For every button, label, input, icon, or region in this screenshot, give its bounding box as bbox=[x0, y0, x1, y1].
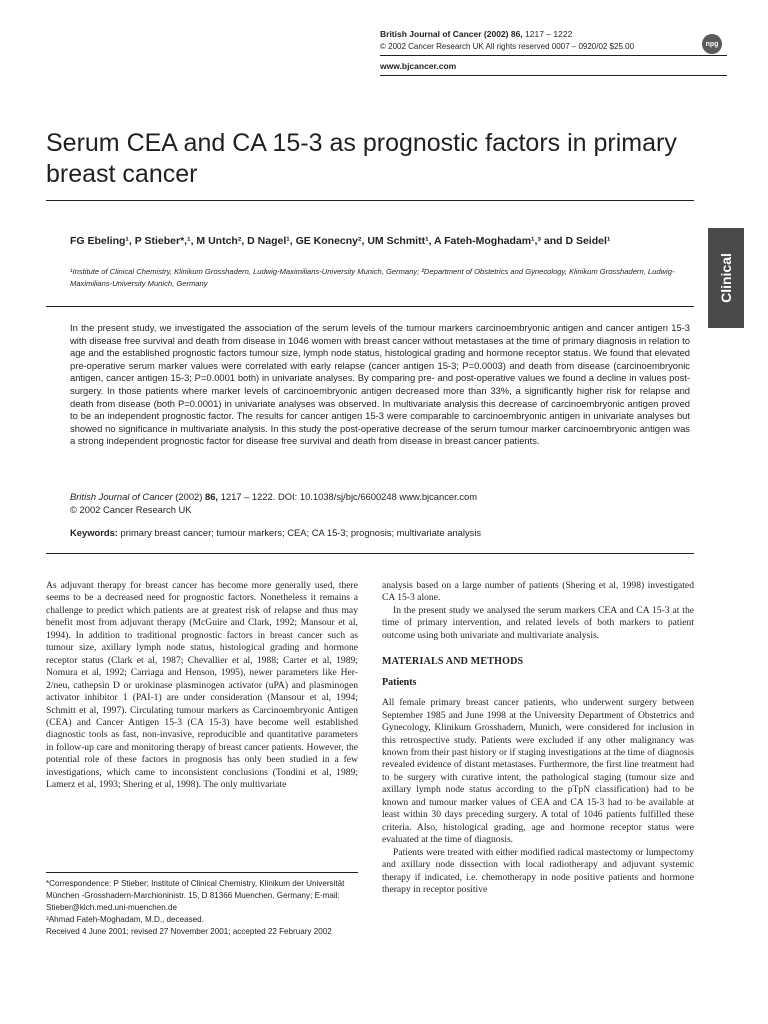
npg-logo-icon: npg bbox=[702, 34, 722, 54]
page-range: 1217 – 1222 bbox=[525, 29, 573, 39]
footnotes bbox=[46, 878, 358, 938]
received-dates: Received 4 June 2001; revised 27 November 2001; accepted 22 February 2002 bbox=[46, 927, 332, 936]
study-aim-paragraph: In the present study we analysed the serum markers CEA and CA 15-3 at the time of primary intervention, and related levels of both markers to patient outcome using both univariate and multivariate analysis. bbox=[382, 604, 694, 641]
section-side-tab bbox=[708, 228, 744, 328]
section-heading: MATERIALS AND METHODS bbox=[382, 656, 524, 668]
citation-year: (2002) bbox=[175, 491, 203, 502]
journal-url[interactable]: www.bjcancer.com bbox=[380, 61, 457, 71]
abstract-copyright: © 2002 Cancer Research UK bbox=[70, 504, 192, 515]
keywords-text: primary breast cancer; tumour markers; CEA; CA 15-3; prognosis; multivariate analysis bbox=[120, 527, 482, 538]
citation-volume: 86, bbox=[204, 491, 219, 502]
correspondence-note: *Correspondence: P Stieber; Institute of Clinical Chemistry, Klinikum der Universität München -Grosshadern-Marchioninistr. 15, D 81366 Muenchen, Germany; E-mail: Stieber@klch.med.uni-muenchen.de bbox=[46, 879, 345, 912]
header-divider bbox=[380, 55, 727, 56]
citation-details: 1217 – 1222. DOI: 10.1038/sj/bjc/6600248 www.bjcancer.com bbox=[220, 491, 478, 502]
footnote-divider bbox=[46, 872, 358, 873]
deceased-note: ³Ahmad Fateh-Moghadam, M.D., deceased. bbox=[46, 915, 204, 924]
citation-journal: British Journal of Cancer bbox=[70, 491, 173, 502]
body-column-right bbox=[382, 580, 694, 896]
title-divider bbox=[46, 200, 694, 201]
abstract-citation bbox=[70, 491, 690, 504]
article-title: Serum CEA and CA 15-3 as prognostic factors in primary breast cancer bbox=[46, 129, 677, 188]
copyright-line: © 2002 Cancer Research UK All rights reserved 0007 – 0920/02 $25.00 bbox=[380, 42, 635, 51]
body-column-left bbox=[46, 580, 358, 792]
author-affiliations: ¹Institute of Clinical Chemistry, Klinikum Grosshadern, Ludwig-Maximilians-University Munich, Germany; ²Department of Obstetrics and Gynecology, Klinikum Grosshadern, Ludwig-Maximilians-University Munich, Germany bbox=[70, 267, 675, 288]
abstract-text: In the present study, we investigated the association of the serum levels of the tumour markers carcinoembryonic antigen and cancer antigen 15-3 with disease free survival and death from disease in 1046 women with breast cancer without metastases at the time of primary diagnosis in relation to age and the established prognostic factors tumour size, lymph node status, histological grading and hormone receptor status. We found that elevated pre-operative serum marker values were correlated with early relapse (cancer antigen 15-3; P=0.0003) and death from disease (carcinoembryonic antigen, cancer antigen 15-3; P=0.0001 both) in univariate analyses. By comparing pre- and post-operative values we found a decline in values post-surgery. In those patients where marker levels of carcinoembryonic antigen decreased more than 33%, a significantly higher risk for relapse and death from disease (both P=0.0001) in univariate analyses was observed. In multivariate analysis this decrease of carcinoembryonic antigen proved to be an independent prognostic factor. The results for cancer antigen 15-3 were comparable to carcinoembryonic antigen in univariate analyses but showed no significance in multivariate analysis. In this study the post-operative decrease of the serum tumour marker carcinoembryonic antigen was a strong independent prognostic factor for disease free survival and death from disease in breast cancer patients. bbox=[70, 322, 690, 447]
keywords bbox=[70, 527, 690, 538]
treatment-paragraph: Patients were treated with either modified radical mastectomy or lumpectomy and axillary node dissection with local radiotherapy and adjuvant systemic therapy if indicated, i.e. chemotherapy in node positive patients and hormone therapy in receptor positive bbox=[382, 846, 694, 895]
intro-paragraph-continued: analysis based on a large number of patients (Shering et al, 1998) investigated CA 15-3 alone. bbox=[382, 580, 694, 604]
subsection-heading: Patients bbox=[382, 676, 417, 688]
keywords-label: Keywords: bbox=[70, 527, 118, 538]
abstract-divider bbox=[46, 553, 694, 554]
journal-citation-header bbox=[380, 29, 572, 39]
side-tab-label: Clinical bbox=[718, 253, 735, 303]
journal-name: British Journal of Cancer (2002) 86, bbox=[380, 29, 523, 39]
authors-divider bbox=[46, 306, 694, 307]
patients-paragraph: All female primary breast cancer patients, who underwent surgery between September 1985 and June 1998 at the University Department of Obstetrics and Gynecology, Klinikum Grosshadern, Munich, were considered for inclusion in this retrospective study. Patients were excluded if any other malignancy was known from their past history or if staging investigations at the time of diagnosis revealed evidence of distant metastases. Furthermore, the first line treatment had to be surgery with curative intent, the pathological staging (tumour size and axillary lymph node status according to the pTpN classification) had to be known and tumour marker values of CEA and CA 15-3 had to be available at least within 30 days preceding surgery. A total of 1046 patients fulfilled these criteria. Also, histological grading, age and hormone receptor status were evaluated at the time of diagnosis. bbox=[382, 697, 694, 846]
author-list: FG Ebeling¹, P Stieber*,¹, M Untch², D Nagel¹, GE Konecny², UM Schmitt¹, A Fateh-Moghadam¹,³ and D Seidel¹ bbox=[70, 235, 611, 247]
header-divider-lower bbox=[380, 75, 727, 76]
intro-paragraph: As adjuvant therapy for breast cancer has become more generally used, there seems to be a decreased need for prognostic factors. Nonetheless it remains a challenge to predict which patients are at greatest risk of relapse and thus may benefit most from adjuvant therapy (McGuire and Clark, 1992; Mansour et al, 1994). In addition to traditional prognostic factors in breast cancer such as tumour size, axillary lymph node status, histological grading and hormone receptor status (Clark et al, 1987; Chevallier et al, 1988; Carter et al, 1989; Nomura et al, 1992; Carriaga and Henson, 1995), newer parameters like Her-2/neu, cathepsin D or urokinase plasminogen activator (uPA) and plasminogen activator inhibitor 1 (PAI-1) are under consideration (Mansour et al, 1994; Schmitt et al, 1997). Circulating tumour markers as Carcinoembryonic Antigen (CEA) and Cancer Antigen 15-3 (CA 15-3) have become well established diagnostic tools as fast, non-invasive, reproducible and quantitative parameters in follow-up care and monitoring therapy of breast cancer patients. However, the potential role of these factors in prognosis has only been studied in a few investigations, which came to inconsistent conclusions (Tondini et al, 1989; Lamerz et al, 1993; Shering et al, 1998). The only multivariate bbox=[46, 580, 358, 791]
